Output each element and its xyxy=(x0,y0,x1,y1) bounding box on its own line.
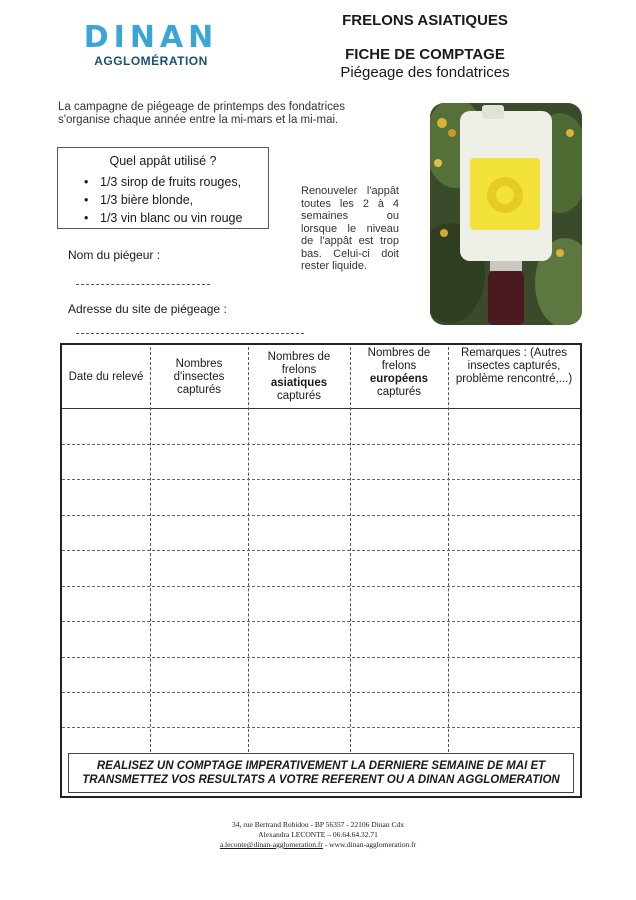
bait-item: • 1/3 vin blanc ou vin rouge xyxy=(100,209,242,227)
table-header-divider xyxy=(62,408,580,409)
email-link[interactable]: a.leconte@dinan-agglomeration.fr xyxy=(219,840,323,849)
col-header-remarks-label: Remarques : (Autres insectes capturés, problème rencontré,...) xyxy=(455,347,573,385)
address-line-2: Alexandra LECONTE – 06.64.64.32.71 xyxy=(258,830,378,839)
notice-line-1: REALISEZ UN COMPTAGE IMPERATIVEMENT LA DERNIERE SEMAINE DE MAI ET xyxy=(96,760,546,772)
intro-line-2: s'organise chaque année entre la mi-mars et la mi-mai. xyxy=(58,114,339,126)
bait-box xyxy=(57,147,269,229)
col-header-european-bold: européens xyxy=(369,373,429,385)
logo-subtitle: AGGLOMÉRATION xyxy=(94,54,208,68)
col-header-date-label: Date du relevé xyxy=(68,370,144,383)
col-header-asian-pre: Nombres de frelons xyxy=(267,351,331,376)
trap-site-label: Adresse du site de piégeage : xyxy=(68,302,227,316)
renew-bait-text: Renouveler l'appât toutes les 2 à 4 semaines ou lorsque le niveau de l'appât est trop bas. Celui-ci doit rester liquide. xyxy=(301,185,399,272)
website-text: - www.dinan-agglomeration.fr xyxy=(322,840,417,849)
col-header-insects xyxy=(150,345,248,409)
page-title: FRELONS ASIATIQUES xyxy=(342,12,508,29)
col-header-asian-post: capturés xyxy=(276,390,322,402)
intro-text xyxy=(58,101,398,127)
address-line-3 xyxy=(0,840,636,850)
trap-site-field[interactable] xyxy=(76,333,304,334)
page-subtitle-2: Piégeage des fondatrices xyxy=(340,64,510,81)
table-row[interactable] xyxy=(62,586,580,587)
bait-title: Quel appât utilisé ? xyxy=(109,154,217,168)
col-header-european-post: capturés xyxy=(376,386,422,398)
bait-item: • 1/3 sirop de fruits rouges, xyxy=(100,173,242,191)
bait-list xyxy=(84,173,242,227)
notice-box xyxy=(68,753,574,793)
table-row[interactable] xyxy=(62,621,580,622)
address-line-1: 34, rue Bertrand Robidou - BP 56357 - 22106 Dinan Cdx xyxy=(232,820,404,829)
logo-dinan: DINAN xyxy=(83,20,219,55)
table-row[interactable] xyxy=(62,692,580,693)
col-header-asian-label xyxy=(252,351,346,403)
col-header-remarks xyxy=(448,345,580,409)
count-table xyxy=(60,343,582,798)
notice-line-2: TRANSMETTEZ VOS RESULTATS A VOTRE REFERENT OU A DINAN AGGLOMERATION xyxy=(82,774,560,786)
col-header-asian-bold: asiatiques xyxy=(270,377,328,389)
trapper-name-field[interactable] xyxy=(76,284,210,285)
table-row[interactable] xyxy=(62,444,580,445)
table-row[interactable] xyxy=(62,657,580,658)
col-header-european-pre: Nombres de frelons xyxy=(367,347,431,372)
bait-item: • 1/3 bière blonde, xyxy=(100,191,242,209)
col-header-insects-label: Nombres d'insectes capturés xyxy=(173,357,225,396)
table-row[interactable] xyxy=(62,727,580,728)
trapper-name-label: Nom du piégeur : xyxy=(68,248,161,262)
col-header-date xyxy=(62,345,150,409)
col-header-european xyxy=(350,345,448,409)
trap-photo xyxy=(430,103,582,325)
col-header-asian xyxy=(248,345,350,409)
table-row[interactable] xyxy=(62,515,580,516)
table-row[interactable] xyxy=(62,479,580,480)
intro-line-1: La campagne de piégeage de printemps des fondatrices xyxy=(58,101,346,113)
trap-photo-image xyxy=(430,103,582,325)
page-subtitle: FICHE DE COMPTAGE xyxy=(345,46,505,63)
col-header-european-label xyxy=(354,347,444,399)
table-row[interactable] xyxy=(62,550,580,551)
